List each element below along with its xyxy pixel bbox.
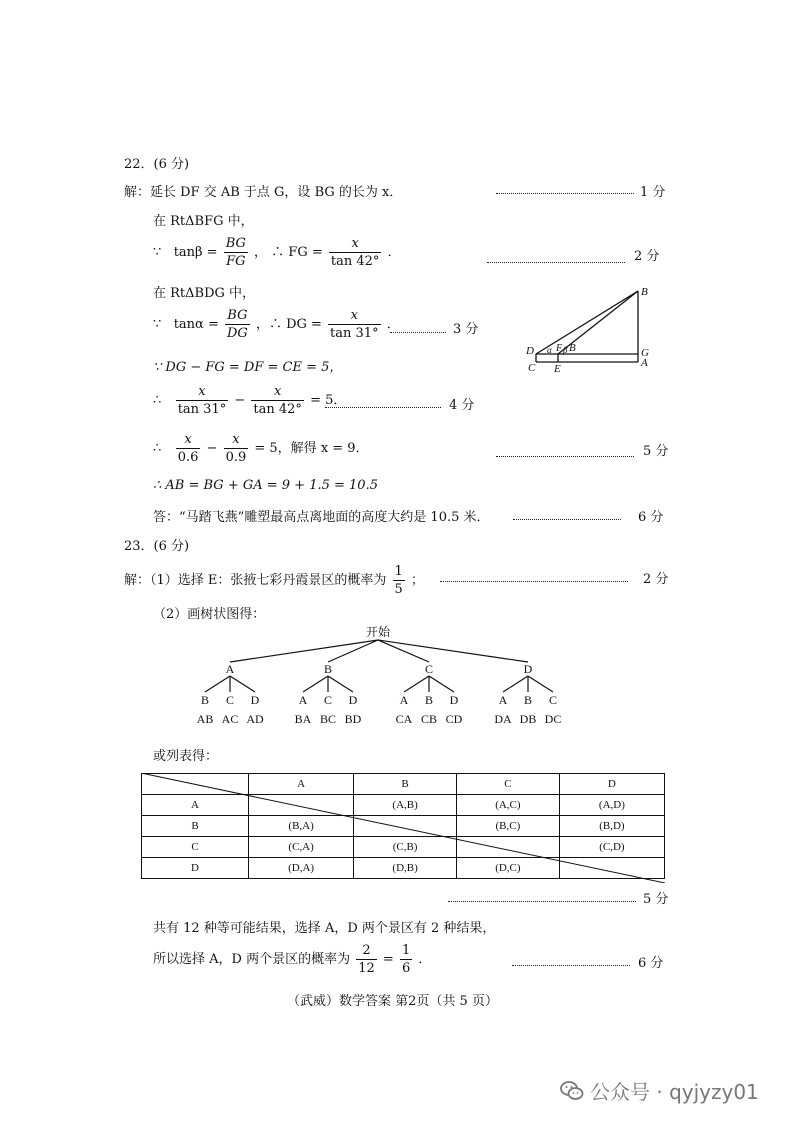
tree-node-level1: C	[424, 662, 434, 676]
q23-part1	[124, 564, 424, 597]
wechat-icon	[560, 1080, 584, 1102]
tree-result: DC	[544, 712, 562, 726]
q22-score2: 2 分	[634, 249, 660, 264]
dg-lhs: ，∴ DG =	[255, 317, 322, 332]
tree-result: AD	[246, 712, 264, 726]
row-label: A	[142, 795, 249, 816]
label-f: F	[556, 343, 563, 354]
table-cell: (A,D)	[559, 795, 664, 816]
fraction-x-0.6: $\frac{x}{0.6}$	[177, 432, 199, 465]
dotted-leader	[440, 581, 628, 582]
watermark-text: 公众号 · qyjyzy01	[590, 1080, 759, 1104]
because-symbol: ∵	[153, 317, 162, 332]
q23-score3: 6 分	[638, 956, 664, 971]
q22-line1: 解：延长 DF 交 AB 于点 G，设 BG 的长为 x．	[124, 185, 403, 200]
tree-branch	[303, 676, 328, 692]
q22-answer: 答：“马踏飞燕”雕塑最高点离地面的高度大约是 10.5 米．	[153, 510, 490, 525]
tree-result: BA	[294, 712, 312, 726]
tree-result: CA	[395, 712, 413, 726]
label-b2: B	[569, 342, 576, 354]
label-beta: β	[563, 345, 568, 355]
table-cell: (C,A)	[249, 837, 354, 858]
table-cell: (B,A)	[249, 816, 354, 837]
fraction-x-tan42: $\frac{x}{\tan 42^\circ}$	[330, 236, 380, 269]
table-cell: (C,D)	[559, 837, 664, 858]
table-header: A	[249, 774, 354, 795]
tree-node-level2: C	[323, 693, 333, 707]
tree-node-level2: B	[523, 693, 533, 707]
q23-header: 23．(6 分)	[124, 539, 190, 554]
dotted-leader	[487, 262, 625, 263]
fraction-x-tan42: $\frac{x}{\tan 42^\circ}$	[253, 384, 302, 417]
q22-score6: 6 分	[638, 510, 664, 525]
tree-diagram	[180, 623, 600, 731]
q22-score5: 5 分	[643, 444, 669, 459]
table-cell: (B,C)	[456, 816, 559, 837]
q22-line3	[153, 236, 401, 269]
table-intro: 或列表得：	[153, 749, 219, 764]
q23-summary: 共有 12 种等可能结果，选择 A，D 两个景区有 2 种结果，	[153, 921, 496, 936]
fraction-x-tan31: $\frac{x}{\tan 31^\circ}$	[330, 308, 379, 341]
table-cell: (C,B)	[354, 837, 457, 858]
page-footer: （武威）数学答案 第2页（共 5 页）	[287, 994, 498, 1009]
therefore-symbol: ∴	[153, 441, 162, 456]
dotted-leader	[496, 456, 634, 457]
period: ．	[387, 245, 401, 260]
tree-branch	[378, 640, 528, 662]
q22-line7	[153, 384, 346, 417]
minus-sign: −	[206, 441, 218, 456]
tree-result: AB	[196, 712, 214, 726]
dotted-leader	[448, 901, 636, 902]
q22-score4: 4 分	[449, 398, 475, 413]
table-diagonal	[141, 773, 665, 883]
fraction-bg-fg: $\frac{BG}{FG}$	[225, 236, 246, 269]
therefore-symbol: ∴	[153, 393, 162, 408]
solution-text: = 5，解得 x = 9．	[254, 441, 369, 456]
tree-branch	[503, 676, 528, 692]
row-label: C	[142, 837, 249, 858]
fraction-2-12: $\frac{2}{12}$	[358, 943, 375, 976]
fraction-one-fifth: $\frac{1}{5}$	[394, 564, 403, 597]
tree-node-level2: B	[200, 693, 210, 707]
row-label: D	[142, 858, 249, 879]
dotted-leader	[390, 332, 446, 333]
tree-node-level1: B	[323, 662, 333, 676]
watermark	[560, 1076, 759, 1105]
label-g: G	[641, 347, 649, 359]
tree-node-level2: C	[225, 693, 235, 707]
tree-node-level2: B	[424, 693, 434, 707]
final-text: 所以选择 A，D 两个景区的概率为	[153, 952, 351, 967]
tree-branch	[230, 676, 255, 692]
tree-node-level2: C	[548, 693, 558, 707]
dotted-leader	[496, 193, 634, 194]
q22-line2: 在 RtΔBFG 中，	[153, 214, 254, 229]
q23-part2: （2）画树状图得：	[153, 607, 266, 622]
tree-branch	[230, 640, 378, 662]
label-d: D	[526, 345, 534, 357]
tree-branch	[404, 676, 429, 692]
q22-line9: ∴ AB = BG + GA = 9 + 1.5 = 10.5	[153, 478, 378, 493]
table-cell: (A,C)	[456, 795, 559, 816]
tan-alpha-lhs: tanα =	[173, 317, 219, 332]
period: ．	[386, 317, 400, 332]
fraction-x-tan31: $\frac{x}{\tan 31^\circ}$	[177, 384, 227, 417]
table-header: B	[354, 774, 457, 795]
q23-final	[153, 943, 431, 976]
dotted-leader	[512, 965, 630, 966]
q22-header: 22．(6 分)	[124, 157, 190, 172]
label-b: B	[641, 286, 648, 298]
tree-result: DB	[519, 712, 537, 726]
period: ．	[418, 952, 432, 967]
equals-sign: =	[382, 952, 394, 967]
semicolon: ；	[410, 573, 424, 588]
tree-branch	[528, 676, 553, 692]
table-header: D	[559, 774, 664, 795]
tree-result: BD	[344, 712, 362, 726]
label-alpha: α	[547, 345, 552, 355]
tree-branch	[328, 676, 353, 692]
row-label: B	[142, 816, 249, 837]
label-e: E	[554, 363, 561, 375]
tree-node-level2: A	[498, 693, 508, 707]
tree-node-level2: A	[399, 693, 409, 707]
equals-five: = 5．	[310, 393, 347, 408]
part1-text: 解：（1）选择 E：张掖七彩丹霞景区的概率为	[124, 573, 387, 588]
minus-sign: −	[234, 393, 246, 408]
dotted-leader	[513, 519, 621, 520]
table-header: C	[456, 774, 559, 795]
tree-node-level2: D	[449, 693, 459, 707]
tree-result: CB	[420, 712, 438, 726]
tree-branch	[205, 676, 230, 692]
tree-root: 开始	[365, 625, 391, 639]
tree-node-level1: D	[523, 662, 533, 676]
tree-branch	[429, 676, 454, 692]
label-a: A	[641, 357, 648, 369]
tree-result: AC	[221, 712, 239, 726]
q23-score2: 5 分	[643, 892, 669, 907]
fg-lhs: ， ∴ FG =	[254, 245, 323, 260]
tree-node-level2: D	[250, 693, 260, 707]
tree-result: CD	[445, 712, 463, 726]
fraction-bg-dg: $\frac{BG}{DG}$	[226, 308, 248, 341]
table-cell: (D,A)	[249, 858, 354, 879]
fraction-x-0.9: $\frac{x}{0.9}$	[225, 432, 247, 465]
label-c: C	[528, 362, 536, 374]
q22-line4: 在 RtΔBDG 中，	[153, 286, 256, 301]
tree-result: BC	[319, 712, 337, 726]
tree-result: DA	[494, 712, 512, 726]
tree-node-level2: D	[348, 693, 358, 707]
q23-score1: 2 分	[643, 572, 669, 587]
q22-line5	[153, 308, 400, 341]
dotted-leader	[325, 407, 441, 408]
table-cell: (D,C)	[456, 858, 559, 879]
tan-beta-lhs: tanβ =	[173, 245, 218, 260]
geometry-figure	[520, 280, 660, 375]
tree-node-level2: A	[298, 693, 308, 707]
q22-score3: 3 分	[453, 322, 479, 337]
q22-line6: ∵ DG − FG = DF = CE = 5，	[153, 360, 343, 375]
table-cell: (D,B)	[354, 858, 457, 879]
because-symbol: ∵	[153, 245, 162, 260]
table-cell: (A,B)	[354, 795, 457, 816]
q22-score1: 1 分	[640, 185, 666, 200]
table-cell: (B,D)	[559, 816, 664, 837]
q22-line8	[153, 432, 369, 465]
fraction-1-6: $\frac{1}{6}$	[401, 943, 411, 976]
tree-node-level1: A	[225, 662, 235, 676]
